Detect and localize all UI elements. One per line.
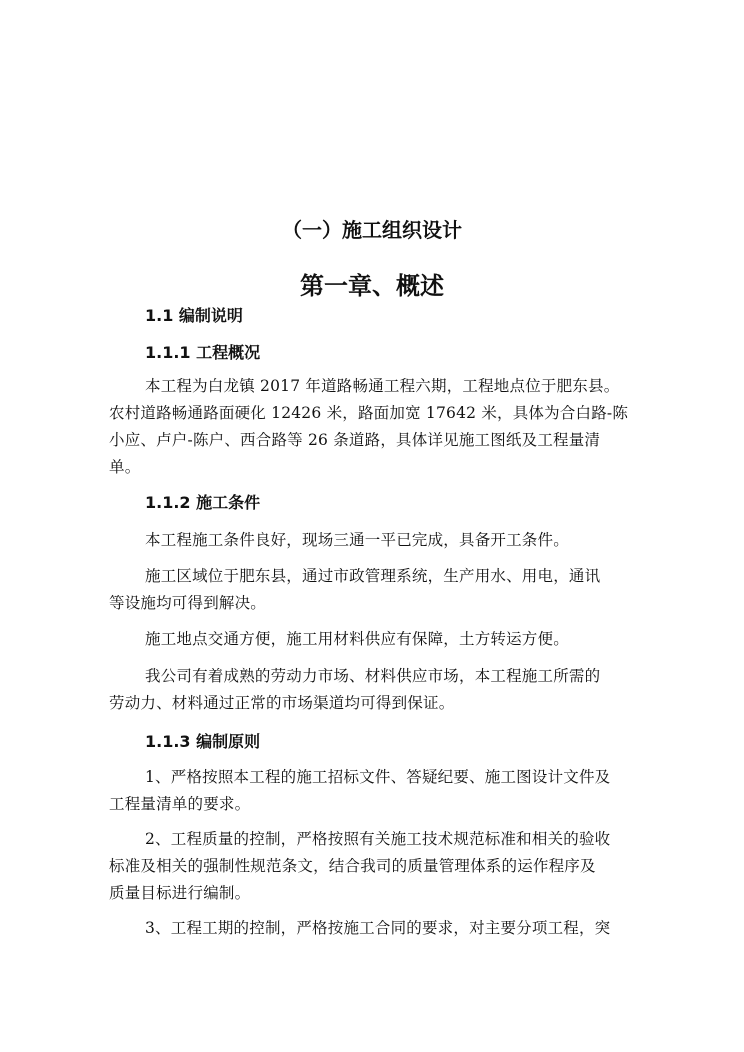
- paragraph-line: 2、工程质量的控制，严格按照有关施工技术规范标准和相关的验收: [145, 830, 611, 848]
- subsection-heading-1-1-2: 1.1.2 施工条件: [145, 493, 261, 512]
- paragraph-line: 等设施均可得到解决。: [109, 594, 267, 612]
- paragraph-transport: [109, 626, 657, 653]
- paragraph-line: 工程量清单的要求。: [109, 795, 251, 813]
- chapter-title: 第一章、概述: [300, 272, 444, 300]
- paragraph-line: 农村道路畅通路面硬化 12426 米，路面加宽 17642 米，具体为合白路-陈: [109, 404, 629, 422]
- paragraph-line: 标准及相关的强制性规范条文，结合我司的质量管理体系的运作程序及: [109, 857, 596, 875]
- section-heading-1-1: 1.1 编制说明: [145, 306, 243, 325]
- paragraph-line: 施工地点交通方便，施工用材料供应有保障，土方转运方便。: [145, 630, 569, 648]
- paragraph-line: 施工区域位于肥东县，通过市政管理系统，生产用水、用电，通讯: [145, 567, 601, 585]
- paragraph-line: 本工程施工条件良好，现场三通一平已完成，具备开工条件。: [145, 531, 569, 549]
- paragraph-principle-1: [109, 764, 657, 818]
- paragraph-principle-3: [109, 915, 657, 942]
- document-title: （一）施工组织设计: [282, 218, 462, 242]
- paragraph-line: 单。: [109, 458, 141, 476]
- subsection-heading-1-1-3: 1.1.3 编制原则: [145, 732, 261, 751]
- paragraph-construction-conditions: [109, 527, 657, 554]
- paragraph-line: 我公司有着成熟的劳动力市场、材料供应市场，本工程施工所需的: [145, 667, 601, 685]
- paragraph-utilities: [109, 563, 657, 617]
- paragraph-line: 1、严格按照本工程的施工招标文件、答疑纪要、施工图设计文件及: [145, 768, 611, 786]
- subsection-heading-1-1-1: 1.1.1 工程概况: [145, 343, 261, 362]
- paragraph-line: 本工程为白龙镇 2017 年道路畅通工程六期，工程地点位于肥东县。: [145, 377, 620, 395]
- paragraph-principle-2: [109, 826, 657, 907]
- paragraph-line: 小应、卢户-陈户、西合路等 26 条道路，具体详见施工图纸及工程量清: [109, 431, 601, 449]
- paragraph-project-overview: [109, 373, 657, 481]
- paragraph-line: 3、工程工期的控制，严格按施工合同的要求，对主要分项工程，突: [145, 919, 611, 937]
- paragraph-labor-materials: [109, 663, 657, 717]
- paragraph-line: 劳动力、材料通过正常的市场渠道均可得到保证。: [109, 694, 455, 712]
- paragraph-line: 质量目标进行编制。: [109, 884, 251, 902]
